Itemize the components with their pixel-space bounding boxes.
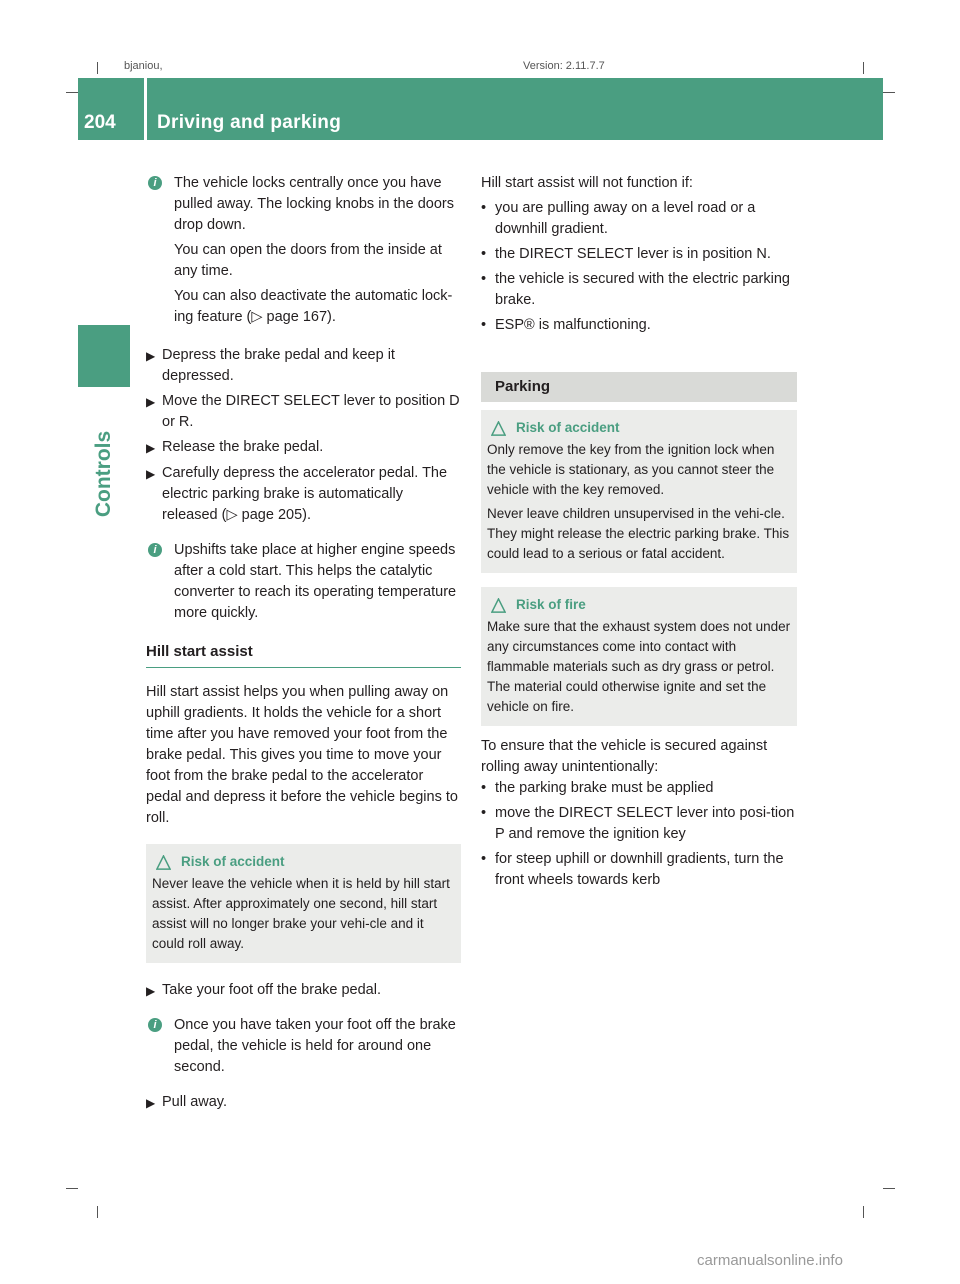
print-meta-right: Version: 2.11.7.7 — [523, 60, 605, 72]
info-note — [146, 173, 461, 236]
step-item: ▶ Move the DIRECT SELECT lever to position D or R. — [146, 391, 461, 433]
step-item: ▶ Take your foot off the brake pedal. — [146, 980, 461, 1002]
arrow-icon: ▶ — [146, 1096, 156, 1110]
step-item: ▶ Release the brake pedal. — [146, 437, 461, 459]
crop-mark — [97, 62, 98, 74]
info-note — [146, 540, 461, 624]
warning-box — [146, 844, 461, 963]
step-item: ▶ Depress the brake pedal and keep it depressed. — [146, 345, 461, 387]
bullet-item: • the vehicle is secured with the electric parking brake. — [481, 271, 790, 308]
side-tab-block — [78, 325, 130, 387]
info-text: The vehicle locks centrally once you have pulled away. The locking knobs in the doors drop down. — [174, 175, 454, 233]
side-tab-label: Controls — [92, 430, 115, 518]
crop-mark — [863, 1206, 864, 1218]
info-text: You can open the doors from the inside at any time. — [174, 242, 442, 279]
warning-title: Risk of fire — [516, 597, 586, 612]
arrow-icon: ▶ — [146, 349, 156, 363]
body-text: Hill start assist helps you when pulling away on uphill gradients. It holds the vehicle for a short time after you have removed your foot from the brake pedal. This gives you time to move your foot from the brake pedal to the accelerator pedal and depress it before the vehicle begins to roll. — [146, 684, 458, 826]
bullet-list — [481, 778, 797, 891]
bullet-item: • for steep uphill or downhill gradients, turn the front wheels towards kerb — [481, 851, 784, 888]
info-icon: i — [148, 543, 162, 557]
warning-text: Never leave the vehicle when it is held by hill start assist. After approximately one second, hill start assist will no longer brake your vehi-cle and it could roll away. — [152, 876, 450, 951]
step-list — [146, 345, 461, 526]
warning-triangle-icon — [156, 855, 171, 870]
warning-title: Risk of accident — [516, 420, 620, 435]
arrow-icon: ▶ — [146, 395, 156, 409]
info-text: You can also deactivate the automatic lock-ing feature (▷ page 167). — [174, 288, 453, 325]
crop-mark — [97, 1206, 98, 1218]
left-column — [146, 173, 461, 1114]
info-text: Once you have taken your foot off the brake pedal, the vehicle is held for around one second. — [174, 1017, 456, 1075]
warning-triangle-icon — [491, 598, 506, 613]
section-heading: Hill start assist — [146, 641, 461, 668]
section-bar-parking: Parking — [481, 372, 797, 402]
crop-mark — [66, 1188, 78, 1189]
watermark: carmanualsonline.info — [697, 1252, 843, 1269]
crop-mark — [863, 62, 864, 74]
bullet-item: • the parking brake must be applied — [481, 780, 714, 796]
warning-box — [481, 587, 797, 726]
warning-box — [481, 410, 797, 573]
page-title: Driving and parking — [157, 112, 342, 133]
crop-mark — [883, 1188, 895, 1189]
arrow-icon: ▶ — [146, 441, 156, 455]
bullet-item: • ESP® is malfunctioning. — [481, 317, 651, 333]
info-text: Upshifts take place at higher engine speeds after a cold start. This helps the catalytic converter to reach its operating temperature more quickly. — [174, 542, 457, 621]
warning-triangle-icon — [491, 421, 506, 436]
bullet-item: • you are pulling away on a level road or a downhill gradient. — [481, 200, 756, 237]
body-text: Hill start assist will not function if: — [481, 175, 693, 191]
crop-mark — [883, 92, 895, 93]
heading-rule — [146, 667, 461, 668]
warning-text: Only remove the key from the ignition lock when the vehicle is stationary, as you cannot steer the vehicle with the key removed. — [487, 442, 775, 497]
arrow-icon: ▶ — [146, 984, 156, 998]
page-number: 204 — [84, 112, 116, 133]
header-separator — [144, 78, 147, 140]
bullet-item: • the DIRECT SELECT lever is in position N. — [481, 246, 771, 262]
warning-text: Never leave children unsupervised in the vehi-cle. They might release the electric parking brake. This could lead to a serious or fatal accident. — [487, 506, 790, 561]
bullet-item: • move the DIRECT SELECT lever into posi-tion P and remove the ignition key — [481, 805, 795, 842]
body-text: To ensure that the vehicle is secured against rolling away unintentionally: — [481, 738, 768, 775]
step-item: ▶ Pull away. — [146, 1092, 461, 1114]
info-icon: i — [148, 176, 162, 190]
warning-text: Make sure that the exhaust system does not under any circumstances come into contact with flammable materials such as dry grass or petrol. The material could otherwise ignite and set the vehicle on fire. — [487, 619, 791, 714]
bullet-list — [481, 198, 797, 336]
warning-title: Risk of accident — [181, 854, 285, 869]
step-item: ▶ Carefully depress the accelerator pedal. The electric parking brake is automatically released (▷ page 205). — [146, 463, 461, 526]
right-column — [481, 173, 797, 891]
info-note — [146, 1015, 461, 1078]
arrow-icon: ▶ — [146, 467, 156, 481]
print-meta-left: bjaniou, — [124, 60, 163, 72]
crop-mark — [66, 92, 78, 93]
info-icon: i — [148, 1018, 162, 1032]
